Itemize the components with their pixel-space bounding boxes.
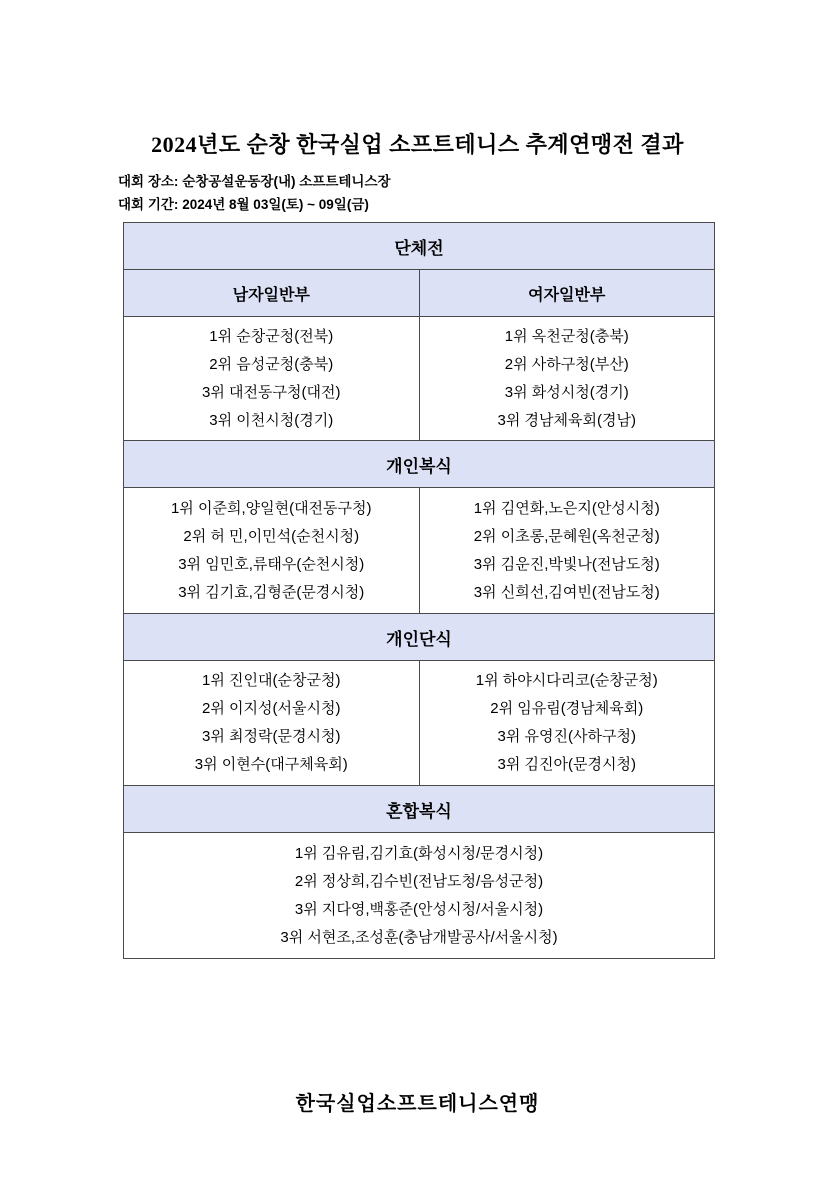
- result-line: 2위 음성군청(충북): [209, 355, 334, 373]
- doubles-mens-results: [124, 488, 419, 613]
- result-line: 3위 서현조,조성훈(충남개발공사/서울시청): [280, 928, 558, 946]
- individual-singles-results-row: [124, 661, 714, 786]
- result-line: 3위 김진아(문경시청): [497, 756, 636, 773]
- result-line: 3위 이현수(대구체육회): [194, 756, 348, 773]
- result-line: 2위 허 민,이민석(순천시청): [183, 527, 360, 545]
- result-line: 3위 경남체육회(경남): [497, 411, 636, 429]
- result-line: 1위 김연화,노은지(안성시청): [473, 499, 660, 517]
- result-line: 1위 김유림,김기효(화성시청/문경시청): [294, 844, 544, 862]
- singles-mens-results: [124, 661, 419, 785]
- result-line: 3위 이천시청(경기): [209, 411, 334, 429]
- event-period-label: 대회 기간:: [118, 197, 179, 212]
- section-header-individual-doubles: 개인복식: [124, 441, 714, 488]
- mixed-doubles-results-row: [124, 833, 714, 958]
- section-header-mixed-doubles: 혼합복식: [124, 786, 714, 833]
- result-line: 3위 지다영,백홍준(안성시청/서울시청): [294, 900, 544, 918]
- mixed-doubles-results: [124, 833, 714, 958]
- result-line: 2위 임유림(경남체육회): [490, 700, 644, 717]
- team-event-womens-results: [419, 317, 715, 440]
- page-title: 2024년도 순창 한국실업 소프트테니스 추계연맹전 결과: [151, 132, 684, 157]
- section-header-individual-singles: 개인단식: [124, 614, 714, 661]
- result-line: 2위 사하구청(부산): [504, 355, 629, 373]
- division-subheader-row: [124, 270, 714, 317]
- result-line: 3위 최정락(문경시청): [202, 728, 341, 745]
- team-event-mens-results: [124, 317, 419, 440]
- event-period: [118, 193, 835, 216]
- subheader-womens-division: 여자일반부: [419, 270, 715, 316]
- team-event-results-row: [124, 317, 714, 441]
- result-line: 3위 유영진(사하구청): [497, 728, 636, 745]
- result-line: 1위 하야시다리코(순창군청): [475, 672, 658, 689]
- result-line: 3위 신희선,김여빈(전남도청): [473, 583, 660, 601]
- event-venue-value: 순창공설운동장(내) 소프트테니스장: [182, 174, 391, 189]
- individual-doubles-results-row: [124, 488, 714, 614]
- result-line: 3위 임민호,류태우(순천시청): [178, 555, 365, 573]
- result-line: 3위 김기효,김형준(문경시청): [178, 583, 365, 601]
- event-venue-label: 대회 장소:: [118, 174, 179, 189]
- doubles-womens-results: [419, 488, 715, 613]
- result-line: 1위 옥천군청(충북): [504, 327, 629, 345]
- results-table: [123, 222, 715, 959]
- event-period-value: 2024년 8월 03일(토) ~ 09일(금): [182, 197, 369, 212]
- result-line: 1위 이준희,양일현(대전동구청): [170, 499, 372, 517]
- organization-name: 한국실업소프트테니스연맹: [295, 1093, 540, 1115]
- section-header-team-event: 단체전: [124, 223, 714, 270]
- result-line: 2위 이초롱,문혜원(옥천군청): [473, 527, 660, 545]
- result-line: 2위 정상희,김수빈(전남도청/음성군청): [294, 872, 544, 890]
- event-meta: [118, 170, 835, 216]
- result-line: 3위 대전동구청(대전): [202, 383, 341, 401]
- result-line: 3위 화성시청(경기): [504, 383, 629, 401]
- result-line: 2위 이지성(서울시청): [202, 700, 341, 717]
- result-line: 3위 김운진,박빛나(전남도청): [473, 555, 660, 573]
- result-line: 1위 순창군청(전북): [209, 327, 334, 345]
- result-line: 1위 진인대(순창군청): [202, 672, 341, 689]
- singles-womens-results: [419, 661, 715, 785]
- event-venue: [118, 170, 835, 193]
- subheader-mens-division: 남자일반부: [232, 286, 310, 304]
